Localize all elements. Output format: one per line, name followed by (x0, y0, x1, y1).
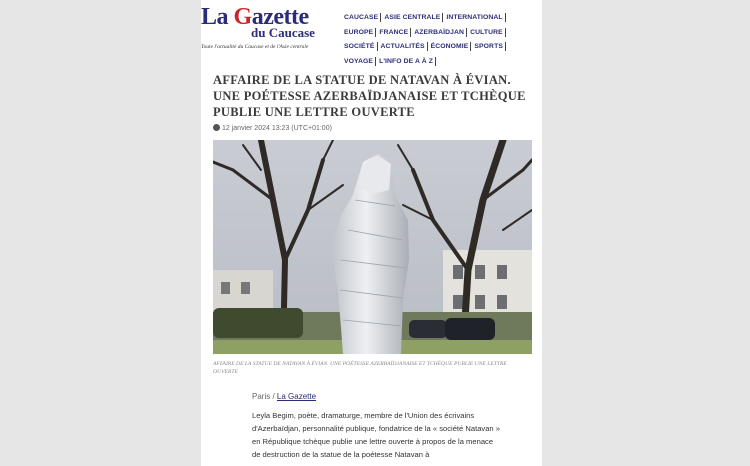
logo-subtitle: du Caucase (251, 25, 315, 40)
nav-item-sports[interactable]: SPORTS (473, 42, 506, 51)
byline (252, 392, 316, 401)
nav-row (343, 50, 539, 65)
article-date (213, 124, 332, 132)
byline-location: Paris (252, 392, 271, 401)
nav-item-actualites[interactable]: ACTUALITÉS (380, 42, 428, 51)
nav-item-info-a-z[interactable]: L'INFO DE A À Z (378, 57, 436, 66)
byline-separator: / (272, 392, 277, 401)
nav-row (343, 35, 539, 50)
nav-row (343, 6, 539, 21)
article-page (201, 0, 542, 466)
article-title: AFFAIRE DE LA STATUE DE NATAVAN À ÉVIAN. UNE POÉTESSE AZERBAÏDJANAISE ET TCHÈQUE PUBLIE UNE LETTRE OUVERTE (213, 73, 526, 119)
nav-item-economie[interactable]: ÉCONOMIE (430, 42, 472, 51)
logo-title: La Gazette (201, 4, 309, 30)
nav-item-societe[interactable]: SOCIÉTÉ (343, 42, 378, 51)
nav-item-france[interactable]: FRANCE (378, 28, 411, 37)
logo-tagline: Toute l'actualité du Caucase et de l'Asie centrale (201, 44, 309, 50)
photo-caption: AFFAIRE DE LA STATUE DE NATAVAN À ÉVIAN. UNE POÉTESSE AZERBAÏDJANAISE ET TCHÈQUE PUBLIE UNE LETTRE OUVERTE (213, 361, 507, 375)
source-link[interactable]: La Gazette (276, 392, 317, 401)
nav-item-voyage[interactable]: VOYAGE (343, 57, 376, 66)
date-text: 12 janvier 2024 13:23 (UTC+01:00) (222, 125, 332, 132)
nav-item-europe[interactable]: EUROPE (343, 28, 376, 37)
main-nav (343, 6, 539, 64)
article-body: Leyla Begim, poète, dramaturge, membre de l'Union des écrivains d'Azerbaïdjan, personnalité publique, fondatrice de la « société Natavan » en République tchèque publie une lettre ouverte à propos de la menace de destruction de la statue de la poétesse Natavan à (252, 411, 500, 459)
article-photo (213, 140, 532, 354)
nav-item-international[interactable]: INTERNATIONAL (445, 13, 505, 22)
nav-row (343, 21, 539, 36)
nav-item-caucase[interactable]: CAUCASE (343, 13, 381, 22)
nav-item-asie-centrale[interactable]: ASIE CENTRALE (383, 13, 443, 22)
clock-icon (213, 124, 220, 131)
nav-item-culture[interactable]: CULTURE (469, 28, 506, 37)
nav-item-azerbaidjan[interactable]: AZERBAÏDJAN (413, 28, 467, 37)
